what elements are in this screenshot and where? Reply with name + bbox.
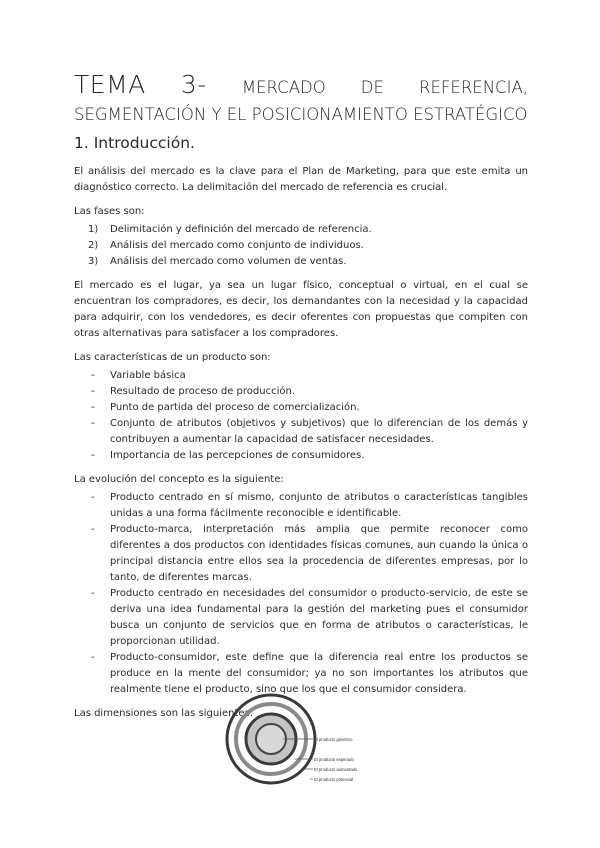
list-dash: - [91,418,95,429]
list-text: Análisis del mercado como volumen de ventas. [110,256,347,267]
list-text: Variable básica [110,370,186,381]
list-item [74,490,528,522]
list-text: Delimitación y definición del mercado de referencia. [110,224,372,235]
product-levels-diagram [225,693,385,785]
label-expected: El producto esperado [314,757,354,762]
evolucion-list [74,490,528,698]
list-item [74,222,528,238]
list-item [74,650,528,698]
title-line-2: SEGMENTACIÓN Y EL POSICIONAMIENTO ESTRATÉGICO [74,105,528,124]
fases-lead: Las fases son: [74,206,145,217]
title-word-mercado: MERCADO [241,78,326,97]
title-word-de: DE [360,78,384,97]
intro-paragraph: El análisis del mercado es la clave para el Plan de Marketing, para que este emita un diagnóstico correcto. La delimitación del mercado de referencia es crucial. [74,166,528,193]
list-text: Producto centrado en sí mismo, conjunto de atributos o características tangibles unidas a una forma fácilmente reconocible e identificable. [110,492,528,519]
list-item [74,400,528,416]
list-text: Producto-consumidor, este define que la diferencia real entre los productos se produce en la mente del consumidor; ya no son importantes los atributos que realmente tiene el producto, sino que los que el consumidor considera. [110,652,528,695]
list-item [74,448,528,464]
label-augmented: El producto aumentado [314,767,358,772]
list-dash: - [91,652,95,663]
evolucion-lead: La evolución del concepto es la siguiente: [74,474,284,485]
list-number: 3) [88,256,99,267]
mercado-paragraph: El mercado es el lugar, ya sea un lugar físico, conceptual o virtual, en el cual se encuentran los compradores, es decir, los demandantes con la necesidad y la capacidad para adquirir, con los vendedores, es decir oferentes con propuestas que compiten con otras alternativas para satisfacer a los compradores. [74,280,528,339]
list-text: Análisis del mercado como conjunto de individuos. [110,240,364,251]
list-dash: - [91,524,95,535]
title-line-1 [74,70,528,99]
list-item [74,522,528,586]
list-dash: - [91,402,95,413]
list-item [74,238,528,254]
title-word-referencia: REFERENCIA, [419,78,528,97]
list-number: 1) [88,224,99,235]
fases-list [74,222,528,270]
section-heading: 1. Introducción. [74,134,195,152]
caracteristicas-list [74,368,528,464]
list-dash: - [91,492,95,503]
list-text: Resultado de proceso de producción. [110,386,295,397]
list-text: Producto-marca, interpretación más amplia que permite reconocer como diferentes a dos productos con identidades físicas comunes, aun cuando la única o principal distancia entre ellos sea la procedencia de diferentes empresas, por lo tanto, de diferentes marcas. [110,524,528,583]
list-item [74,586,528,650]
list-number: 2) [88,240,99,251]
list-item [74,384,528,400]
label-generic: El producto genérico [314,737,353,742]
caracteristicas-lead: Las características de un producto son: [74,352,271,363]
ring-generic [256,724,286,754]
title-number: 3- [180,70,207,99]
list-text: Producto centrado en necesidades del consumidor o producto-servicio, de este se deriva una idea fundamental para la gestión del marketing pues el consumidor busca un conjunto de servicios que en forma de atributos o características, le proporcionan utilidad. [110,588,528,647]
list-item [74,254,528,270]
list-dash: - [91,386,95,397]
dimensiones-lead: Las dimensiones son las siguientes: [74,708,254,719]
list-dash: - [91,588,95,599]
title-tema: TEMA [74,70,146,99]
list-item [74,368,528,384]
list-dash: - [91,370,95,381]
list-text: Conjunto de atributos (objetivos y subjetivos) que lo diferencian de los demás y contribuyen a aumentar la capacidad de satisfacer necesidades. [110,418,528,445]
list-text: Punto de partida del proceso de comercialización. [110,402,360,413]
list-dash: - [91,450,95,461]
list-item [74,416,528,448]
document-title [74,70,528,124]
label-potential: El producto potencial [314,777,354,782]
list-text: Importancia de las percepciones de consumidores. [110,450,365,461]
